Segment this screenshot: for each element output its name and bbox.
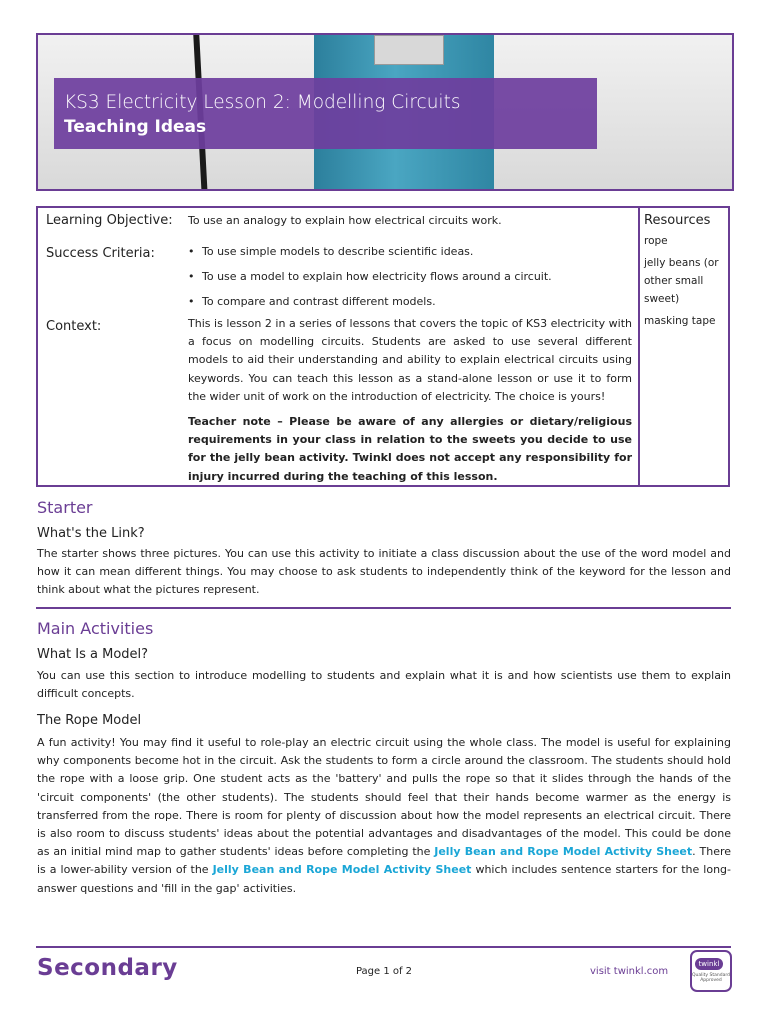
objective-text: To use an analogy to explain how electrical circuits work. <box>188 214 502 227</box>
success-item: • To use a model to explain how electricity flows around a circuit. <box>188 270 632 283</box>
starter-subheading: What's the Link? <box>37 526 145 541</box>
table-divider <box>638 208 640 485</box>
starter-text: The starter shows three pictures. You can use this activity to initiate a class discussion about the use of the word model and how it can mean different things. You may choose to ask students to independently think of the keyword for the lesson and think about what the pictures represent. <box>37 547 731 597</box>
model-text: You can use this section to introduce modelling to students and explain what it is and how scientists use them to explain difficult concepts. <box>37 669 731 701</box>
header-banner <box>36 33 734 191</box>
badge-logo: twinkl <box>695 958 723 970</box>
title-band <box>54 78 597 149</box>
secondary-logo: Secondary <box>37 955 178 981</box>
resource-item: jelly beans (or other small sweet) <box>644 257 719 305</box>
section-divider <box>36 607 731 609</box>
page-number: Page 1 of 2 <box>355 966 413 977</box>
main-heading: Main Activities <box>37 619 154 638</box>
visit-link[interactable]: visit twinkl.com <box>590 966 669 977</box>
rope-text-part: A fun activity! You may find it useful to role-play an electric circuit using the whole class. The model is useful for explaining why components become hot in the circuit. Ask the students to form a circle around the classroom. The students should hold the rope with a loose grip. One student acts as the 'battery' and pulls the rope so that it slides through the hands of the 'circuit components' (the other students). The students should feel that their hands become warmer as the energy is transferred from the rope. There is room for plenty of discussion about how the model represents an electrical circuit. There is also room to discuss students' ideas about the potential advantages and disadvantages of the model. This could be done as an initial mind map to gather students' ideas before completing the <box>37 736 731 859</box>
success-label: Success Criteria: <box>46 246 155 261</box>
quality-badge-icon <box>690 950 732 992</box>
resource-item: rope <box>644 235 668 247</box>
activity-sheet-link[interactable]: Jelly Bean and Rope Model Activity Sheet <box>434 845 693 859</box>
rope-text-part: . There is a lower-ability version of the <box>37 845 732 877</box>
banner-meter-image <box>374 35 444 65</box>
resources-title: Resources <box>644 213 711 228</box>
model-subheading: What Is a Model? <box>37 647 149 662</box>
lower-ability-sheet-link[interactable]: Jelly Bean and Rope Model Activity Sheet <box>212 863 472 877</box>
context-text: This is lesson 2 in a series of lessons that covers the topic of KS3 electricity with a focus on modelling circuits. Students are asked to use several different models to aid their understanding and ability to explain electrical circuits using keywords. You can teach this lesson as a stand-alone lesson or use it to form the wider unit of work on the introduction of electricity. The choice is yours! <box>188 317 632 403</box>
rope-text <box>37 734 731 898</box>
resource-item: masking tape <box>644 315 716 327</box>
teacher-note: Teacher note – Please be aware of any allergies or dietary/religious requirements in your class in relation to the sweets you decide to use for the jelly bean activity. Twinkl does not accept any responsibility for injury incurred during the teaching of this lesson. <box>188 415 632 483</box>
lesson-table <box>36 206 730 487</box>
context-label: Context: <box>46 319 102 334</box>
success-item: • To use simple models to describe scientific ideas. <box>188 245 632 258</box>
rope-subheading: The Rope Model <box>37 713 142 728</box>
badge-text: Quality Standard Approved <box>692 973 730 983</box>
rope-text-part: which includes sentence starters for the long-answer questions and 'fill in the gap' activities. <box>37 863 731 895</box>
page-subtitle: Teaching Ideas <box>64 117 207 137</box>
success-item: • To compare and contrast different models. <box>188 295 632 308</box>
objective-label: Learning Objective: <box>46 213 173 228</box>
starter-heading: Starter <box>37 498 93 517</box>
page-title: KS3 Electricity Lesson 2: Modelling Circuits <box>64 92 461 113</box>
footer-divider <box>36 946 731 948</box>
